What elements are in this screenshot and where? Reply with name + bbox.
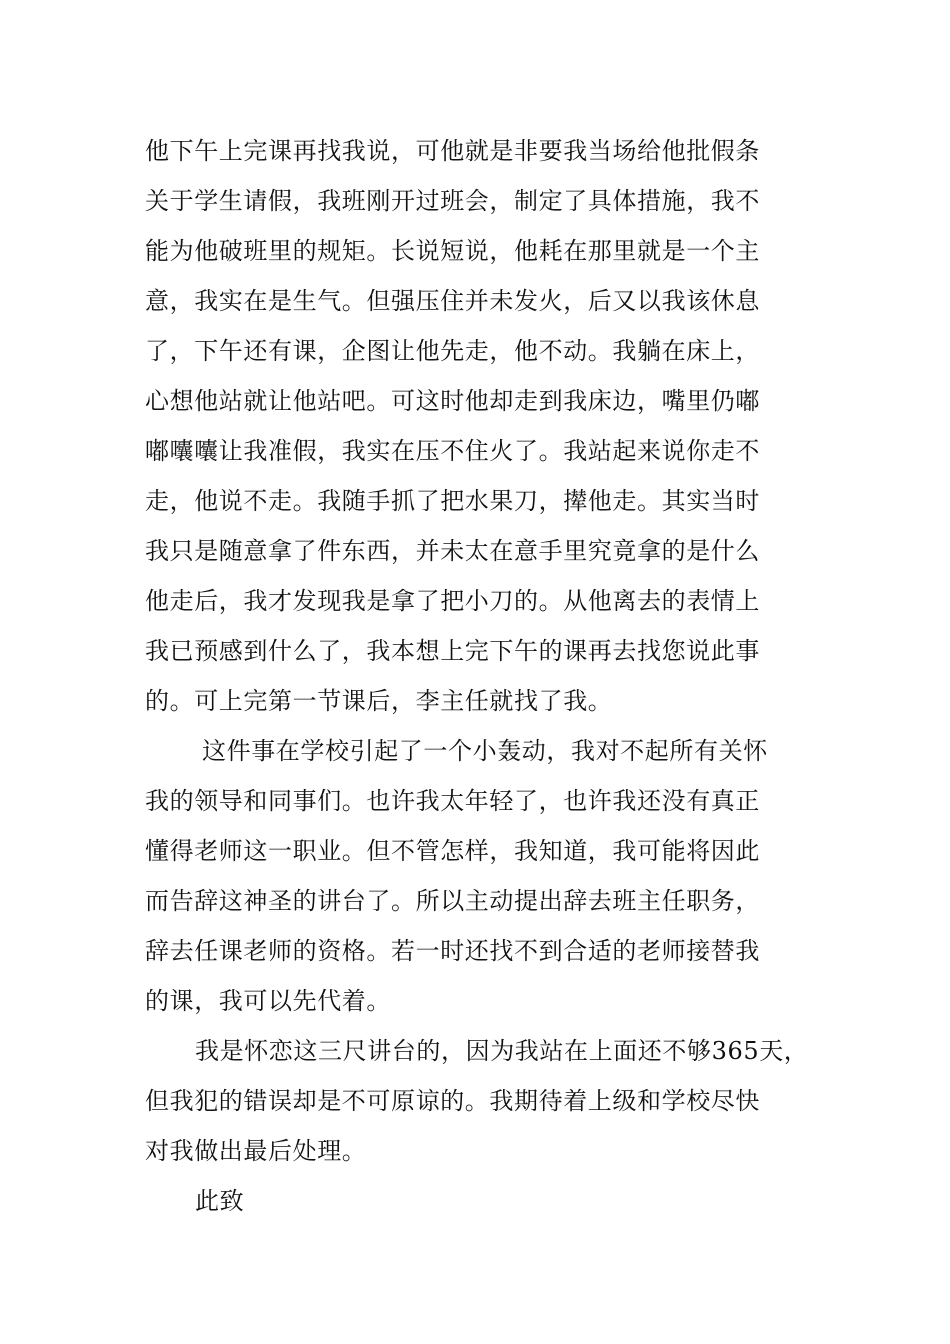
text-line: 的课，我可以先代着。	[145, 987, 391, 1015]
text-line: 心想他站就让他站吧。可这时他却走到我床边，嘴里仍嘟	[145, 387, 760, 415]
text-line: 辞去任课老师的资格。若一时还找不到合适的老师接替我	[145, 937, 760, 965]
paragraph-start-line: 这件事在学校引起了一个小轰动，我对不起所有关怀	[202, 737, 768, 765]
text-line: 我的领导和同事们。也许我太年轻了，也许我还没有真正	[145, 787, 760, 815]
text-line: 对我做出最后处理。	[145, 1137, 367, 1165]
text-line: 我已预感到什么了，我本想上完下午的课再去找您说此事	[145, 637, 760, 665]
text-line: 他走后，我才发现我是拿了把小刀的。从他离去的表情上	[145, 587, 760, 615]
text-line: 我只是随意拿了件东西，并未太在意手里究竟拿的是什么	[145, 537, 760, 565]
text-line: 懂得老师这一职业。但不管怎样，我知道，我可能将因此	[145, 837, 760, 865]
closing-salutation: 此致	[195, 1187, 245, 1215]
text-line: 的。可上完第一节课后，李主任就找了我。	[145, 687, 613, 715]
text-line: 关于学生请假，我班刚开过班会，制定了具体措施，我不	[145, 187, 760, 215]
text-line: 能为他破班里的规矩。长说短说，他耗在那里就是一个主	[145, 237, 760, 265]
text-line: 意，我实在是生气。但强压住并未发火，后又以我该休息	[145, 287, 760, 315]
text-line: 走，他说不走。我随手抓了把水果刀，撵他走。其实当时	[145, 487, 760, 515]
paragraph-start-line: 我是怀恋这三尺讲台的，因为我站在上面还不够365天，	[195, 1037, 809, 1065]
text-line: 嘟囔囔让我准假，我实在压不住火了。我站起来说你走不	[145, 437, 760, 465]
text-line: 而告辞这神圣的讲台了。所以主动提出辞去班主任职务，	[145, 887, 760, 915]
text-line: 他下午上完课再找我说，可他就是非要我当场给他批假条	[145, 137, 760, 165]
text-line: 但我犯的错误却是不可原谅的。我期待着上级和学校尽快	[145, 1087, 760, 1115]
text-line: 了，下午还有课，企图让他先走，他不动。我躺在床上，	[145, 337, 760, 365]
